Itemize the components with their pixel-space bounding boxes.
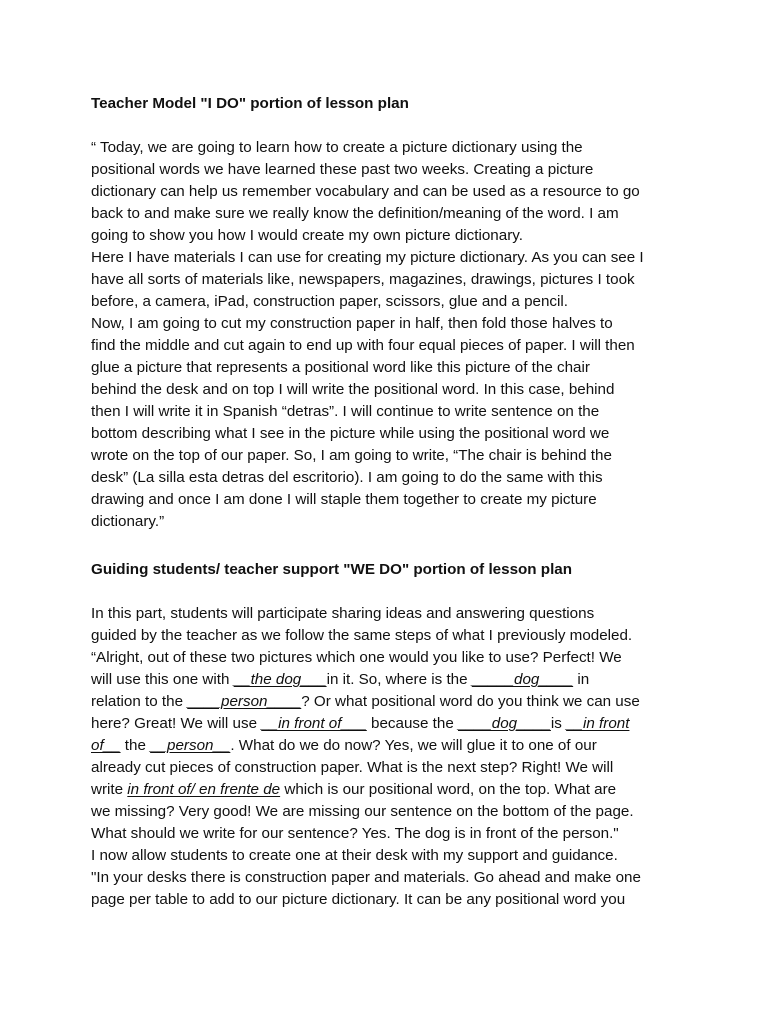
line-text: write [91, 781, 128, 798]
blank-answer: __person__ [150, 737, 231, 754]
text-line: back to and make sure we really know the definition/meaning of the word. I am [91, 205, 619, 222]
text-line: dictionary.” [91, 513, 165, 530]
text-line: Here I have materials I can use for creating my picture dictionary. As you can see I [91, 249, 644, 266]
blank-answer: ____dog____ [458, 715, 551, 732]
text-line: What should we write for our sentence? Yes. The dog is in front of the person." [91, 825, 619, 842]
text-line [91, 735, 691, 757]
text-line: bottom describing what I see in the picture while using the positional word we [91, 425, 610, 442]
blank-answer: of__ [91, 737, 121, 754]
teacher-model-paragraph [91, 137, 691, 533]
text-line: In this part, students will participate sharing ideas and answering questions [91, 605, 595, 622]
text-line: desk” (La silla esta detras del escritorio). I am going to do the same with this [91, 469, 603, 486]
text-line: find the middle and cut again to end up with four equal pieces of paper. I will then [91, 337, 635, 354]
text-line: “ Today, we are going to learn how to create a picture dictionary using the [91, 139, 583, 156]
text-line: positional words we have learned these past two weeks. Creating a picture [91, 161, 594, 178]
text-line [91, 713, 691, 735]
blank-answer: _____dog____ [471, 671, 574, 688]
text-line: "In your desks there is construction paper and materials. Go ahead and make one [91, 869, 641, 886]
text-line: before, a camera, iPad, construction paper, scissors, glue and a pencil. [91, 293, 568, 310]
line-text: because the [366, 715, 458, 732]
section-heading-we-do: Guiding students/ teacher support "WE DO" portion of lesson plan [91, 561, 573, 578]
text-line: behind the desk and on top I will write the positional word. In this case, behind [91, 381, 615, 398]
text-line: then I will write it in Spanish “detras”. I will continue to write sentence on the [91, 403, 600, 420]
blank-answer: __in front [566, 715, 630, 732]
text-line: going to show you how I would create my own picture dictionary. [91, 227, 523, 244]
guiding-students-paragraph [91, 603, 691, 911]
text-line: dictionary can help us remember vocabulary and can be used as a resource to go [91, 183, 640, 200]
text-line [91, 779, 691, 801]
line-text: in it. So, where is the [326, 671, 472, 688]
section-heading-i-do: Teacher Model "I DO" portion of lesson plan [91, 95, 409, 112]
line-text: here? Great! We will use [91, 715, 262, 732]
text-line: I now allow students to create one at their desk with my support and guidance. [91, 847, 618, 864]
line-text: relation to the [91, 693, 188, 710]
text-line: guided by the teacher as we follow the same steps of what I previously modeled. [91, 627, 633, 644]
text-line [91, 691, 691, 713]
text-line [91, 669, 691, 691]
text-line: already cut pieces of construction paper. What is the next step? Right! We will [91, 759, 614, 776]
text-line: wrote on the top of our paper. So, I am going to write, “The chair is behind the [91, 447, 612, 464]
text-line: have all sorts of materials like, newspapers, magazines, drawings, pictures I took [91, 271, 635, 288]
line-text: . What do we do now? Yes, we will glue it to one of our [230, 737, 597, 754]
line-text: which is our positional word, on the top. What are [280, 781, 617, 798]
text-line: drawing and once I am done I will staple them together to create my picture [91, 491, 597, 508]
text-line: glue a picture that represents a positional word like this picture of the chair [91, 359, 590, 376]
line-text: in [573, 671, 590, 688]
blank-answer: __in front of___ [261, 715, 367, 732]
blank-answer: __the dog___ [233, 671, 327, 688]
text-line: “Alright, out of these two pictures which one would you like to use? Perfect! We [91, 649, 622, 666]
line-text: ? Or what positional word do you think we can use [301, 693, 640, 710]
line-text: will use this one with [91, 671, 234, 688]
blank-answer: ____person____ [187, 693, 302, 710]
blank-answer: in front of/ en frente de [127, 781, 281, 798]
text-line: Now, I am going to cut my construction paper in half, then fold those halves to [91, 315, 613, 332]
line-text: the [120, 737, 151, 754]
line-text: is [550, 715, 567, 732]
text-line: we missing? Very good! We are missing our sentence on the bottom of the page. [91, 803, 634, 820]
text-line: page per table to add to our picture dictionary. It can be any positional word you [91, 891, 626, 908]
